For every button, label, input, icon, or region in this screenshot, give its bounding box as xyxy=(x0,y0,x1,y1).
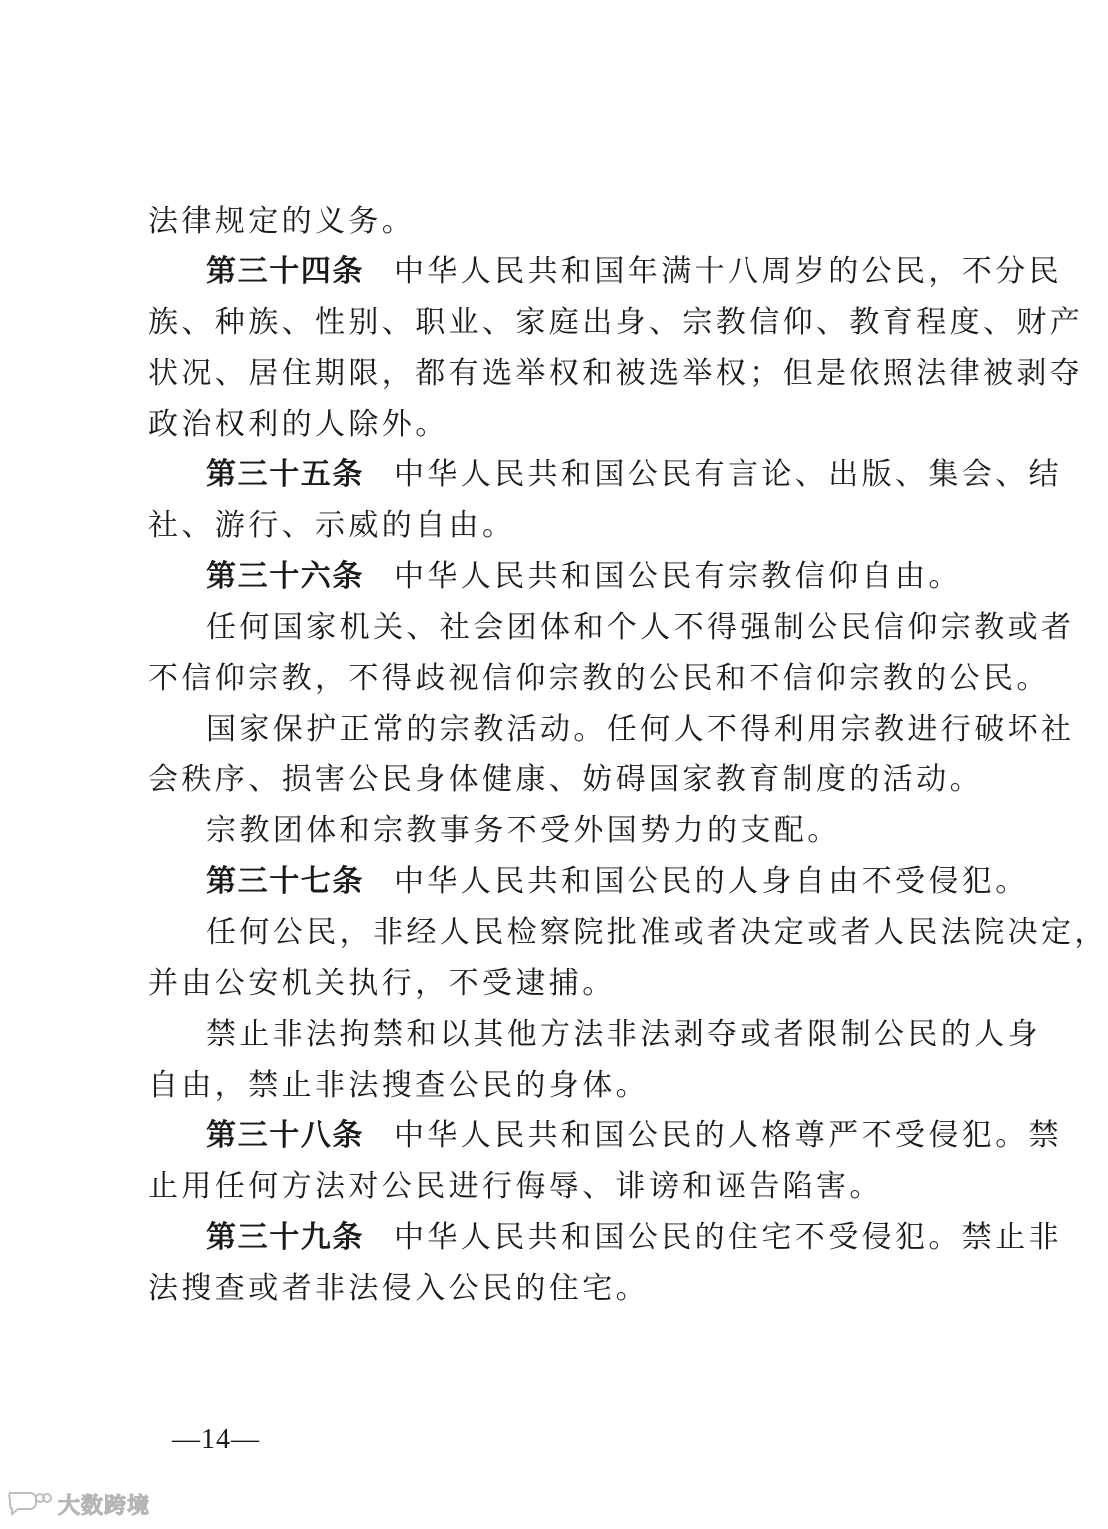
text-span: 中华人民共和国公民有言论、出版、集会、结 xyxy=(394,457,1062,492)
article-heading: 第三十七条 xyxy=(206,864,364,899)
text-line: 止用任何方法对公民进行侮辱、诽谤和诬告陷害。 xyxy=(148,1169,883,1204)
chat-bubble-icon xyxy=(4,1487,52,1521)
article-heading: 第三十八条 xyxy=(206,1118,364,1153)
text-line: 并由公安机关执行，不受逮捕。 xyxy=(148,966,616,1001)
article-38-line xyxy=(206,1116,1062,1156)
text-line: 宗教团体和宗教事务不受外国势力的支配。 xyxy=(206,813,841,848)
text-line: 社、游行、示威的自由。 xyxy=(148,508,516,543)
text-span: 中华人民共和国年满十八周岁的公民，不分民 xyxy=(394,254,1062,289)
article-37-line xyxy=(206,862,1029,902)
text-line: 族、种族、性别、职业、家庭出身、宗教信仰、教育程度、财产 xyxy=(148,305,1084,340)
watermark xyxy=(4,1486,150,1522)
text-line: 禁止非法拘禁和以其他方法非法剥夺或者限制公民的人身 xyxy=(206,1017,1041,1052)
text-line: 状况、居住期限，都有选举权和被选举权；但是依照法律被剥夺 xyxy=(148,356,1084,391)
text-line: 法律规定的义务。 xyxy=(148,204,416,239)
text-line: 政治权利的人除外。 xyxy=(148,407,449,442)
text-line: 国家保护正常的宗教活动。任何人不得利用宗教进行破坏社 xyxy=(206,712,1075,747)
text-span: 中华人民共和国公民有宗教信仰自由。 xyxy=(394,559,962,594)
article-heading: 第三十五条 xyxy=(206,457,364,492)
page-number: —14— xyxy=(172,1424,260,1455)
article-34-line xyxy=(206,252,1062,292)
text-span: 中华人民共和国公民的人身自由不受侵犯。 xyxy=(394,864,1029,899)
text-line: 不信仰宗教，不得歧视信仰宗教的公民和不信仰宗教的公民。 xyxy=(148,661,1050,696)
article-35-line xyxy=(206,455,1062,495)
article-heading: 第三十九条 xyxy=(206,1220,364,1255)
text-span: 中华人民共和国公民的住宅不受侵犯。禁止非 xyxy=(394,1220,1062,1255)
text-line: 会秩序、损害公民身体健康、妨碍国家教育制度的活动。 xyxy=(148,762,983,797)
watermark-text: 大数跨境 xyxy=(58,1493,151,1519)
text-line: 法搜查或者非法侵入公民的住宅。 xyxy=(148,1271,649,1306)
article-39-line xyxy=(206,1218,1062,1258)
text-span: 中华人民共和国公民的人格尊严不受侵犯。禁 xyxy=(394,1118,1062,1153)
text-line: 任何国家机关、社会团体和个人不得强制公民信仰宗教或者 xyxy=(206,610,1075,645)
text-line: 自由，禁止非法搜查公民的身体。 xyxy=(148,1068,649,1103)
article-36-line xyxy=(206,557,962,597)
text-line: 任何公民，非经人民检察院批准或者决定或者人民法院决定， xyxy=(206,915,1108,950)
article-heading: 第三十六条 xyxy=(206,559,364,594)
article-heading: 第三十四条 xyxy=(206,254,364,289)
